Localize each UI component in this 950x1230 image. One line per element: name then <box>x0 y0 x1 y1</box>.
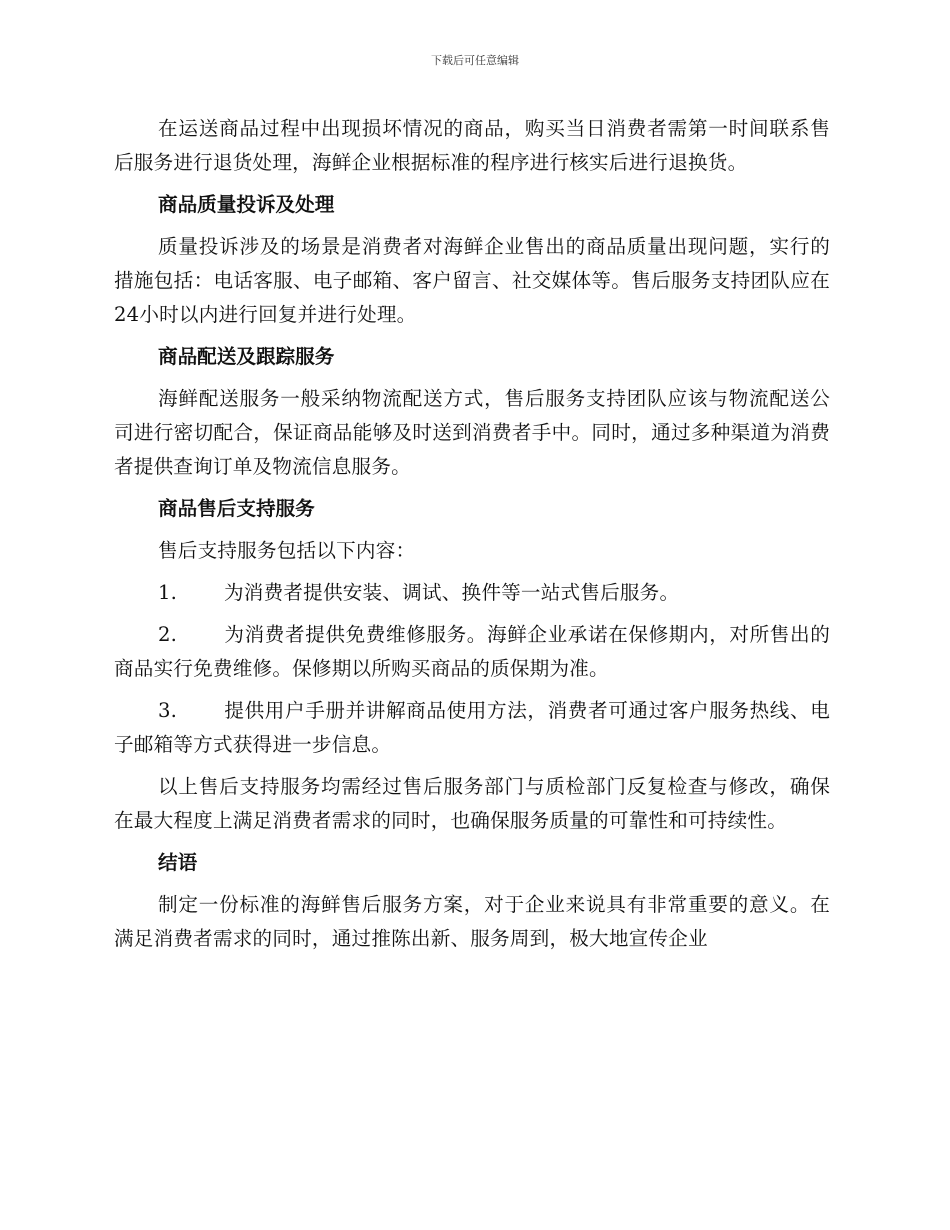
list-item <box>114 694 830 762</box>
paragraph: 海鲜配送服务一般采纳物流配送方式，售后服务支持团队应该与物流配送公司进行密切配合，保证商品能够及时送到消费者手中。同时，通过多种渠道为消费者提供查询订单及物流信息服务。 <box>114 387 830 478</box>
list-item-text: 提供用户手册并讲解商品使用方法，消费者可通过客户服务热线、电子邮箱等方式获得进一步信息。 <box>114 699 830 756</box>
page-header: 下载后可任意编辑 <box>431 54 519 67</box>
paragraph: 在运送商品过程中出现损坏情况的商品，购买当日消费者需第一时间联系售后服务进行退货处理，海鲜企业根据标准的程序进行核实后进行退换货。 <box>114 117 830 174</box>
list-number: 2. <box>158 623 178 646</box>
paragraph: 质量投诉涉及的场景是消费者对海鲜企业售出的商品质量出现问题，实行的措施包括：电话客服、电子邮箱、客户留言、社交媒体等。售后服务支持团队应在24小时以内进行回复并进行处理。 <box>114 235 830 326</box>
section-heading: 商品配送及跟踪服务 <box>158 345 335 368</box>
list-number: 3. <box>158 699 178 722</box>
paragraph: 售后支持服务包括以下内容： <box>158 539 416 562</box>
list-number: 1. <box>158 581 178 604</box>
list-item-text: 为消费者提供免费维修服务。海鲜企业承诺在保修期内，对所售出的商品实行免费维修。保修期以所购买商品的质保期为准。 <box>114 623 830 680</box>
list-item <box>114 576 830 610</box>
section-heading: 结语 <box>158 851 198 874</box>
section-heading: 商品质量投诉及处理 <box>158 193 335 216</box>
list-item <box>114 618 830 686</box>
document-body <box>114 112 830 964</box>
section-heading: 商品售后支持服务 <box>158 497 315 520</box>
paragraph: 制定一份标准的海鲜售后服务方案，对于企业来说具有非常重要的意义。在满足消费者需求的同时，通过推陈出新、服务周到，极大地宣传企业 <box>114 893 830 950</box>
paragraph: 以上售后支持服务均需经过售后服务部门与质检部门反复检查与修改，确保在最大程度上满足消费者需求的同时，也确保服务质量的可靠性和可持续性。 <box>114 775 830 832</box>
list-item-text: 为消费者提供安装、调试、换件等一站式售后服务。 <box>224 581 680 604</box>
